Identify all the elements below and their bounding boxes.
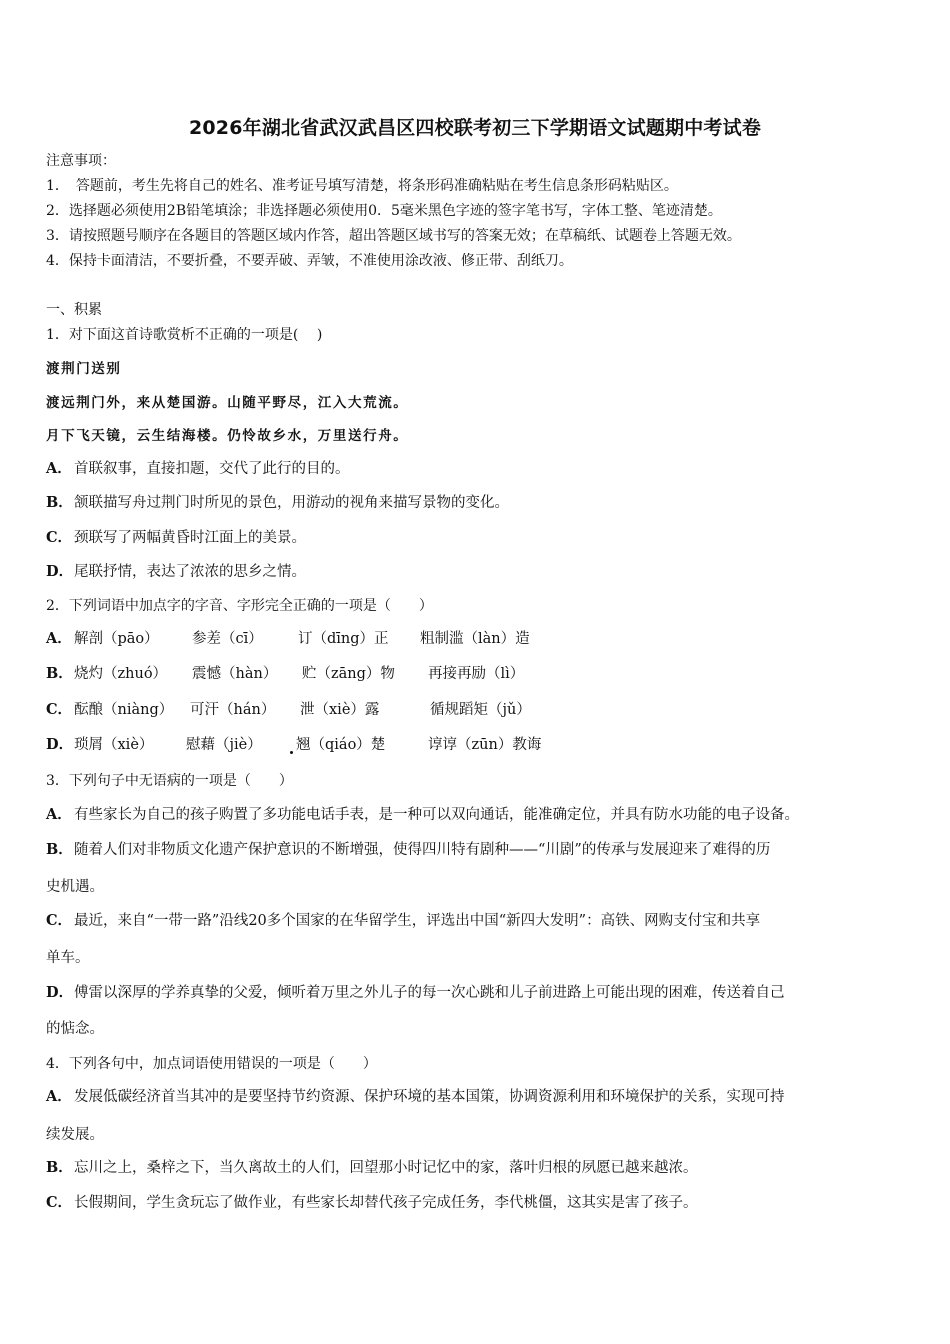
q4-option-b [46,1158,698,1178]
q3-option-c [46,911,760,931]
q2-option-a [46,629,530,649]
option-label: D． [46,563,74,580]
word-item: 参差（cī） [192,631,263,647]
option-label: B． [46,665,73,682]
option-label: C． [46,529,73,546]
option-label: C． [46,1194,73,1211]
word-item: 再接再励（lì） [428,666,525,682]
option-text: 发展低碳经济首当其冲的是要坚持节约资源、保护环境的基本国策，协调资源利用和环境保护的关系，实现可持 [74,1089,785,1105]
q3-option-b [46,840,770,860]
word-item: 循规蹈矩（jǔ） [430,702,531,718]
option-label: A． [46,630,72,647]
q4-stem: 4．下列各句中，加点词语使用错误的一项是（ ） [46,1056,377,1072]
q3-option-c-cont: 单车。 [46,950,90,966]
word-item: 粗制滥（làn）造 [420,631,530,647]
notice-item-2: 2．选择题必须使用2B铅笔填涂；非选择题必须使用0．5毫米黑色字迹的签字笔书写，字体工整、笔迹清楚。 [46,203,722,219]
q2-option-d [46,735,542,755]
option-text: 有些家长为自己的孩子购置了多功能电话手表，是一种可以双向通话，能准确定位，并具有防水功能的电子设备。 [74,807,799,823]
q2-stem: 2．下列词语中加点字的字音、字形完全正确的一项是（ ） [46,598,433,614]
option-text: 长假期间，学生贪玩忘了做作业，有些家长却替代孩子完成任务，李代桃僵，这其实是害了孩子。 [74,1195,698,1211]
option-label: A． [46,460,72,477]
option-text: 忘川之上，桑梓之下，当久离故土的人们，回望那小时记忆中的家，落叶归根的夙愿已越来越浓。 [74,1160,698,1176]
q3-option-d [46,983,785,1003]
notice-item-4: 4．保持卡面清洁，不要折叠，不要弄破、弄皱，不准使用涂改液、修正带、刮纸刀。 [46,253,573,269]
poem-title: 渡荆门送别 [46,361,122,377]
option-label: D． [46,984,74,1001]
option-label: B． [46,494,73,511]
word-item: 谆谆（zūn）教诲 [428,737,542,753]
option-label: A． [46,806,72,823]
option-label: D． [46,736,74,753]
poem-line-1: 渡远荆门外，来从楚国游。山随平野尽，江入大荒流。 [46,395,409,411]
page-title: 2026年湖北省武汉武昌区四校联考初三下学期语文试题期中考试卷 [188,117,762,139]
q1-option-c [46,528,306,548]
q1-option-d [46,562,306,582]
word-item: 解剖（pāo） [74,631,159,647]
section-heading: 一、积累 [46,302,102,318]
word-item: 翘（qiáo）楚 [296,737,386,753]
option-text: 傅雷以深厚的学养真挚的父爱，倾听着万里之外儿子的每一次心跳和儿子前进路上可能出现的困难，传送着自己 [74,985,785,1001]
option-text: 颈联写了两幅黄昏时江面上的美景。 [74,530,306,546]
notice-item-3: 3．请按照题号顺序在各题目的答题区域内作答，超出答题区域书写的答案无效；在草稿纸、试题卷上答题无效。 [46,228,741,244]
q3-option-d-cont: 的惦念。 [46,1021,104,1037]
notice-item-1: 1． 答题前，考生先将自己的姓名、准考证号填写清楚，将条形码准确粘贴在考生信息条形码粘贴区。 [46,178,678,194]
q2-option-b [46,664,525,684]
q1-stem: 1．对下面这首诗歌赏析不正确的一项是( ) [46,327,323,343]
q3-option-b-cont: 史机遇。 [46,879,104,895]
option-text: 随着人们对非物质文化遗产保护意识的不断增强，使得四川特有剧种——“川剧”的传承与发展迎来了难得的历 [74,842,771,858]
word-item: 琐屑（xiè） [74,737,154,753]
option-label: B． [46,1159,73,1176]
option-label: C． [46,701,73,718]
q3-option-a [46,805,799,825]
word-item: 泄（xiè）露 [300,702,380,718]
q4-option-c [46,1193,698,1213]
option-label: A． [46,1088,72,1105]
q4-option-a [46,1087,785,1107]
q2-option-c [46,700,531,720]
word-item: 贮（zāng）物 [302,666,395,682]
q1-option-b [46,493,509,513]
option-text: 最近，来自“一带一路”沿线20多个国家的在华留学生，评选出中国“新四大发明”：高铁、网购支付宝和共享 [74,913,761,929]
notice-heading: 注意事项： [46,153,116,169]
emphasis-dot [290,751,293,754]
word-item: 可汗（hán） [190,702,276,718]
option-text: 颔联描写舟过荆门时所见的景色，用游动的视角来描写景物的变化。 [74,495,509,511]
word-item: 订（dīng）正 [298,631,389,647]
q1-option-a [46,459,350,479]
option-label: C． [46,912,73,929]
q4-option-a-cont: 续发展。 [46,1127,104,1143]
q3-stem: 3．下列句子中无语病的一项是（ ） [46,773,293,789]
poem-line-2: 月下飞天镜，云生结海楼。仍怜故乡水，万里送行舟。 [46,428,409,444]
option-label: B． [46,841,73,858]
option-text: 尾联抒情，表达了浓浓的思乡之情。 [74,564,306,580]
word-item: 慰藉（jiè） [186,737,262,753]
word-item: 烧灼（zhuó） [74,666,168,682]
word-item: 震憾（hàn） [192,666,278,682]
word-item: 酝酿（niàng） [74,702,174,718]
option-text: 首联叙事，直接扣题，交代了此行的目的。 [74,461,350,477]
